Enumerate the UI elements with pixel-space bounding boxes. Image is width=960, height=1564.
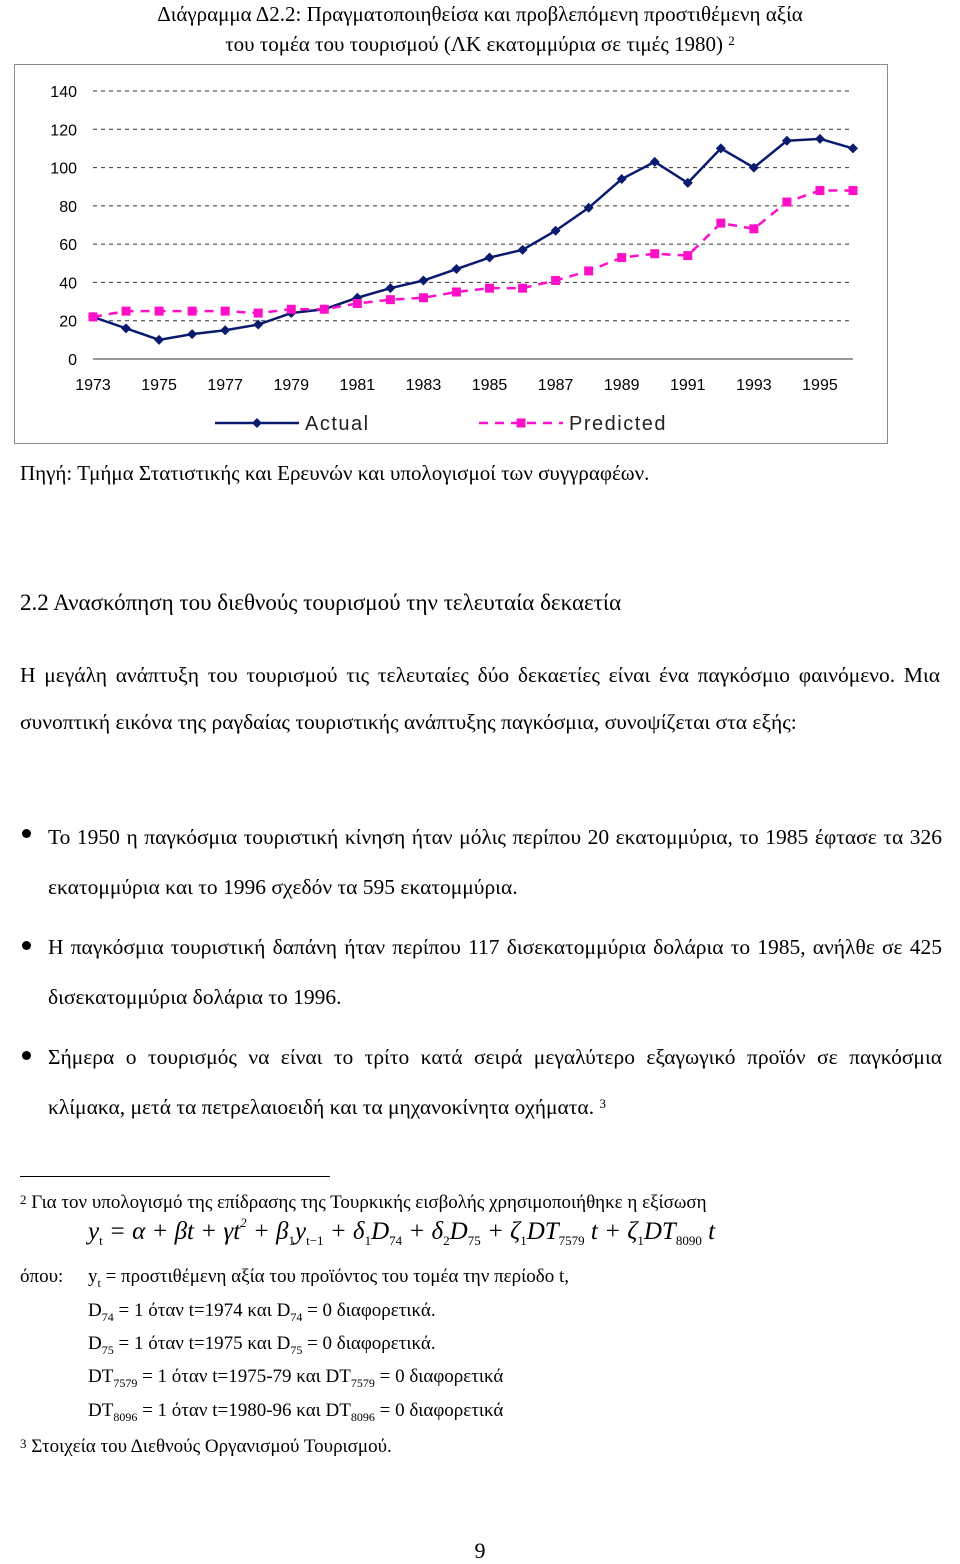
bullet-marker	[22, 1051, 31, 1060]
data-point-predicted	[650, 249, 659, 258]
x-tick-label: 1977	[207, 377, 243, 394]
def-text: = 1 όταν t=1980-96 και DT	[137, 1400, 351, 1421]
definition-d75	[88, 1333, 436, 1361]
y-tick-label: 100	[50, 160, 77, 178]
bullet-item-3	[48, 1032, 942, 1132]
bullet-item-2: Η παγκόσμια τουριστική δαπάνη ήταν περίπου 117 δισεκατομμύρια δολάρια το 1985, ανήλθε σε 425 δισεκατομμύρια δολάρια το 1996.	[48, 935, 942, 1009]
figure-caption-text: του τομέα του τουρισμού (ΛΚ εκατομμύρια σε τιμές 1980)	[225, 32, 724, 56]
y-tick-label: 20	[59, 313, 77, 331]
y-tick-label: 80	[59, 198, 77, 216]
def-subscript: 74	[290, 1309, 303, 1324]
data-point-actual	[418, 276, 428, 286]
data-point-predicted	[749, 224, 758, 233]
y-tick-label: 40	[59, 275, 77, 293]
def-text: = 1 όταν t=1974 και D	[113, 1300, 291, 1321]
data-point-predicted	[155, 307, 164, 316]
data-point-actual	[187, 329, 197, 339]
footnote-ref-3: 3	[599, 1096, 606, 1111]
bullet-marker	[22, 941, 31, 950]
bullet-item-1: Το 1950 η παγκόσμια τουριστική κίνηση ήταν μόλις περίπου 20 εκατομμύρια, το 1985 έφτασε τα 326 εκατομμύρια και το 1996 σχεδόν τα 595 εκατομμύρια.	[48, 825, 942, 899]
data-point-predicted	[188, 307, 197, 316]
data-point-predicted	[122, 307, 131, 316]
def-text: = 0 διαφορετικά	[374, 1400, 504, 1421]
data-point-actual	[815, 134, 825, 144]
def-symbol: DT	[88, 1366, 114, 1387]
legend-marker	[517, 419, 526, 428]
data-point-predicted	[584, 266, 593, 275]
definition-dt8096	[88, 1400, 503, 1428]
def-symbol: D	[88, 1300, 102, 1321]
footnote-rule	[20, 1176, 330, 1177]
data-point-predicted	[551, 276, 560, 285]
data-point-predicted	[485, 284, 494, 293]
def-subscript: 75	[101, 1342, 114, 1357]
x-tick-label: 1991	[669, 377, 706, 394]
intro-paragraph: Η μεγάλη ανάπτυξη του τουρισμού τις τελευταίες δύο δεκαετίες είναι ένα παγκόσμιο φαινόμενο. Μια συνοπτική εικόνα της ραγδαίας τουριστικής ανάπτυξης παγκόσμια, συνοψίζεται στα εξής:	[20, 663, 940, 734]
legend-marker	[252, 418, 262, 428]
y-tick-label: 60	[59, 237, 77, 255]
line-chart	[14, 64, 888, 444]
data-point-predicted	[89, 312, 98, 321]
def-text: = 0 διαφορετικά.	[302, 1333, 436, 1354]
figure-source: Πηγή: Τμήμα Στατιστικής και Ερευνών και υπολογισμοί των συγγραφέων.	[20, 461, 650, 485]
x-tick-label: 1983	[405, 377, 442, 394]
data-point-actual	[451, 264, 461, 274]
def-text: = 0 διαφορετικά	[374, 1366, 504, 1387]
page-number: 9	[474, 1538, 486, 1563]
data-point-predicted	[617, 253, 626, 262]
data-point-predicted	[353, 299, 362, 308]
data-point-predicted	[815, 186, 824, 195]
figure-caption-line2	[0, 30, 960, 58]
definition-d74	[88, 1300, 436, 1328]
x-tick-label: 1989	[603, 377, 640, 394]
def-text: = προστιθέμενη αξία του προϊόντος του τομέα την περίοδο t,	[100, 1266, 569, 1287]
def-subscript: 74	[101, 1309, 114, 1324]
def-symbol: D	[88, 1333, 102, 1354]
data-point-predicted	[782, 198, 791, 207]
data-point-actual	[154, 335, 164, 345]
figure-caption-line1: Διάγραμμα Δ2.2: Πραγματοποιηθείσα και προβλεπόμενη προστιθέμενη αξία	[157, 2, 803, 26]
data-point-predicted	[419, 293, 428, 302]
definition-yt	[88, 1266, 569, 1294]
footnote-2-text: Για τον υπολογισμό της επίδρασης της Τουρκικής εισβολής χρησιμοποιήθηκε η εξίσωση	[31, 1192, 707, 1213]
footnote-3	[20, 1436, 392, 1458]
data-point-actual	[385, 283, 395, 293]
def-symbol: y	[88, 1266, 98, 1287]
def-symbol: DT	[88, 1400, 114, 1421]
data-point-actual	[848, 143, 858, 153]
x-tick-label: 1993	[736, 377, 772, 394]
y-tick-label: 140	[50, 84, 77, 101]
x-tick-label: 1995	[802, 377, 838, 394]
data-point-predicted	[518, 284, 527, 293]
def-subscript: 8096	[350, 1409, 375, 1424]
x-tick-label: 1981	[339, 377, 376, 394]
def-subscript: 7579	[113, 1375, 138, 1390]
data-point-predicted	[221, 307, 230, 316]
x-tick-label: 1979	[273, 377, 310, 394]
footnote-ref-2: 2	[728, 33, 735, 48]
x-tick-label: 1985	[471, 377, 508, 394]
definition-dt7579	[88, 1366, 503, 1394]
legend-label: Actual	[305, 413, 370, 435]
def-subscript: 75	[290, 1342, 303, 1357]
data-point-predicted	[254, 309, 263, 318]
def-text: = 1 όταν t=1975-79 και DT	[137, 1366, 351, 1387]
data-point-predicted	[452, 288, 461, 297]
def-subscript: 8096	[113, 1409, 138, 1424]
footnote-2	[20, 1192, 707, 1214]
legend-label: Predicted	[569, 413, 667, 435]
bullet-item-3-text: Σήμερα ο τουρισμός να είναι το τρίτο κατά σειρά μεγαλύτερο εξαγωγικό προϊόν σε παγκόσμια κλίμακα, μετά τα πετρελαιοειδή και τα μηχανοκίνητα οχήματα.	[48, 1045, 942, 1119]
x-tick-label: 1973	[75, 377, 111, 394]
footnote-2-mark: 2	[20, 1192, 27, 1207]
data-point-actual	[518, 245, 528, 255]
footnote-3-mark: 3	[20, 1436, 27, 1451]
section-heading: 2.2 Ανασκόπηση του διεθνούς τουρισμού την τελευταία δεκαετία	[20, 590, 622, 615]
data-point-actual	[220, 325, 230, 335]
y-tick-label: 0	[68, 352, 77, 369]
data-point-predicted	[683, 251, 692, 260]
x-tick-label: 1987	[537, 377, 574, 394]
def-subscript: t	[97, 1275, 101, 1290]
series-line-actual	[93, 139, 853, 340]
data-point-predicted	[287, 305, 296, 314]
def-text: = 0 διαφορετικά.	[302, 1300, 436, 1321]
footnote-3-text: Στοιχεία του Διεθνούς Οργανισμού Τουρισμού.	[31, 1436, 392, 1457]
data-point-predicted	[320, 305, 329, 314]
data-point-predicted	[849, 186, 858, 195]
bullet-marker	[22, 829, 31, 838]
x-tick-label: 1975	[141, 377, 177, 394]
y-tick-label: 120	[50, 122, 77, 140]
regression-equation: $y_t = \alpha + \beta t + \gamma t^2 + \beta_1y_{t-1} + \delta_1D_{74} + \delta_2D_{75} + \zeta_1DT_{7579}$ $t + \zeta_1DT_{8090}$ t	[88, 1215, 716, 1248]
data-point-actual	[121, 323, 131, 333]
def-text: = 1 όταν t=1975 και D	[113, 1333, 291, 1354]
chart-canvas	[15, 65, 889, 445]
data-point-actual	[485, 253, 495, 263]
data-point-predicted	[386, 295, 395, 304]
where-label: όπου:	[20, 1266, 64, 1287]
def-subscript: 7579	[350, 1375, 375, 1390]
data-point-predicted	[716, 219, 725, 228]
series-line-predicted	[93, 191, 853, 317]
